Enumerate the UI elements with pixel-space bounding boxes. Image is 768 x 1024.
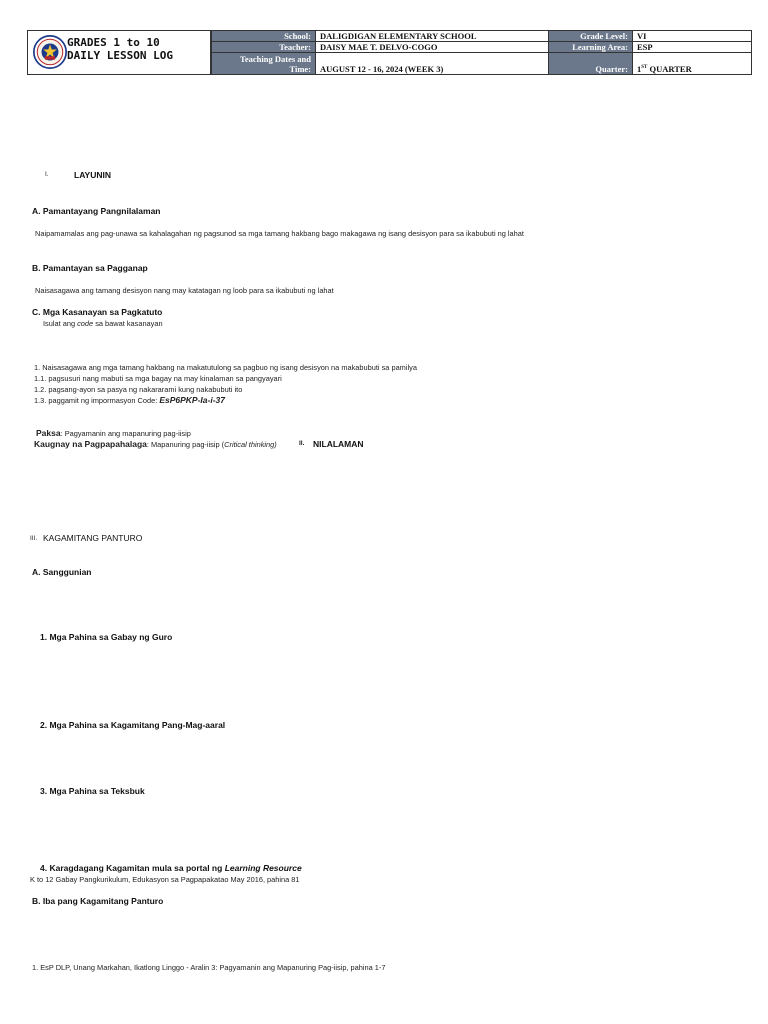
paksa-line [36, 428, 191, 438]
reference-item-2: 2. Mga Pahina sa Kagamitang Pang-Mag-aaral [40, 720, 226, 730]
c-sub-part3: sa bawat kasanayan [93, 319, 163, 328]
paksa-text: : Pagyamanin ang mapanuring pag-iisip [60, 429, 191, 438]
school-label: School: [212, 31, 316, 42]
section-2-title: NILALAMAN [313, 439, 364, 449]
section-3-title: KAGAMITANG PANTURO [43, 533, 143, 543]
header-info-table [211, 30, 752, 75]
subsection-c-subtitle [43, 319, 163, 328]
reference-item-3: 3. Mga Pahina sa Teksbuk [40, 786, 145, 796]
quarter-text: QUARTER [647, 64, 692, 74]
learning-area-label: Learning Area: [549, 42, 633, 53]
c-sub-part1: Isulat ang [43, 319, 78, 328]
header-title-box [27, 30, 211, 75]
kaugnay-label: Kaugnay na Pagpapahalaga [34, 439, 147, 449]
iba-pang-kagamitan-title: B. Iba pang Kagamitang Panturo [32, 896, 164, 906]
section-1-number: I. [45, 171, 49, 178]
subsection-a-text: Naipamamalas ang pag-unawa sa kahalagahan ng pagsunod sa mga tamang hakbang bago makagawa ng isang desisyon para sa ikabubuti ng lahat [35, 229, 524, 238]
subsection-c-title: C. Mga Kasanayan sa Pagkatuto [32, 307, 163, 317]
school-value: DALIGDIGAN ELEMENTARY SCHOOL [316, 31, 549, 42]
section-3-number: III. [30, 535, 38, 542]
header-title-line1: GRADES 1 to 10 [67, 36, 160, 49]
reference-item-4-text: 4. Karagdagang Kagamitan mula sa portal ng [40, 863, 225, 873]
reference-item-4-italic: Learning Resource [224, 863, 302, 873]
section-2-number: II. [299, 440, 305, 447]
kaugnay-line [34, 439, 277, 449]
teacher-value: DAISY MAE T. DELVO-COGO [316, 42, 549, 53]
reference-item-4 [40, 863, 302, 873]
kaugnay-text-italic: Critical thinking) [224, 440, 277, 449]
teaching-dates-label [212, 53, 316, 75]
teacher-label: Teacher: [212, 42, 316, 53]
section-1-title: LAYUNIN [74, 170, 111, 180]
sanggunian-title: A. Sanggunian [32, 567, 92, 577]
competency-code: EsP6PKP-Ia-i-37 [159, 395, 225, 405]
subsection-b-text: Naisasagawa ang tamang desisyon nang may katatagan ng loob para sa ikabubuti ng lahat [35, 286, 334, 295]
iba-pang-kagamitan-text: 1. EsP DLP, Unang Markahan, Ikatlong Linggo - Aralin 3: Pagyamanin ang Mapanuring Pag-iisip, pahina 1-7 [32, 963, 386, 972]
quarter-suffix: ST [641, 65, 648, 71]
competency-list-item [34, 395, 225, 405]
subsection-b-title: B. Pamantayan sa Pagganap [32, 263, 148, 273]
kaugnay-text: : Mapanuring pag-iisip ( [146, 440, 225, 449]
competency-code-label: 1.3. paggamit ng impormasyon Code: [34, 396, 160, 405]
competency-list-item: 1. Naisasagawa ang mga tamang hakbang na makatutulong sa pagbuo ng isang desisyon na makabubuti sa pamilya [34, 363, 417, 372]
paksa-label: Paksa [36, 428, 61, 438]
header-title-line2: DAILY LESSON LOG [67, 49, 173, 62]
deped-seal-icon [33, 35, 67, 69]
quarter-value [633, 53, 752, 75]
competency-list-item: 1.1. pagsusuri nang mabuti sa mga bagay na may kinalaman sa pangyayari [34, 374, 282, 383]
teaching-dates-label-line2: Time: [289, 63, 311, 74]
teaching-dates-label-line1: Teaching Dates and [239, 53, 311, 64]
teaching-dates-value: AUGUST 12 - 16, 2024 (WEEK 3) [316, 53, 549, 75]
quarter-label: Quarter: [549, 53, 633, 75]
subsection-a-title: A. Pamantayang Pangnilalaman [32, 206, 161, 216]
grade-level-value: VI [633, 31, 752, 42]
c-sub-code: code [77, 319, 94, 328]
quarter-number: 1 [637, 64, 642, 74]
reference-item-4-detail: K to 12 Gabay Pangkurikulum, Edukasyon sa Pagpapakatao May 2016, pahina 81 [30, 875, 300, 884]
grade-level-label: Grade Level: [549, 31, 633, 42]
competency-list-item: 1.2. pagsang-ayon sa pasya ng nakararami kung nakabubuti ito [34, 385, 243, 394]
reference-item-1: 1. Mga Pahina sa Gabay ng Guro [40, 632, 173, 642]
learning-area-value: ESP [633, 42, 752, 53]
